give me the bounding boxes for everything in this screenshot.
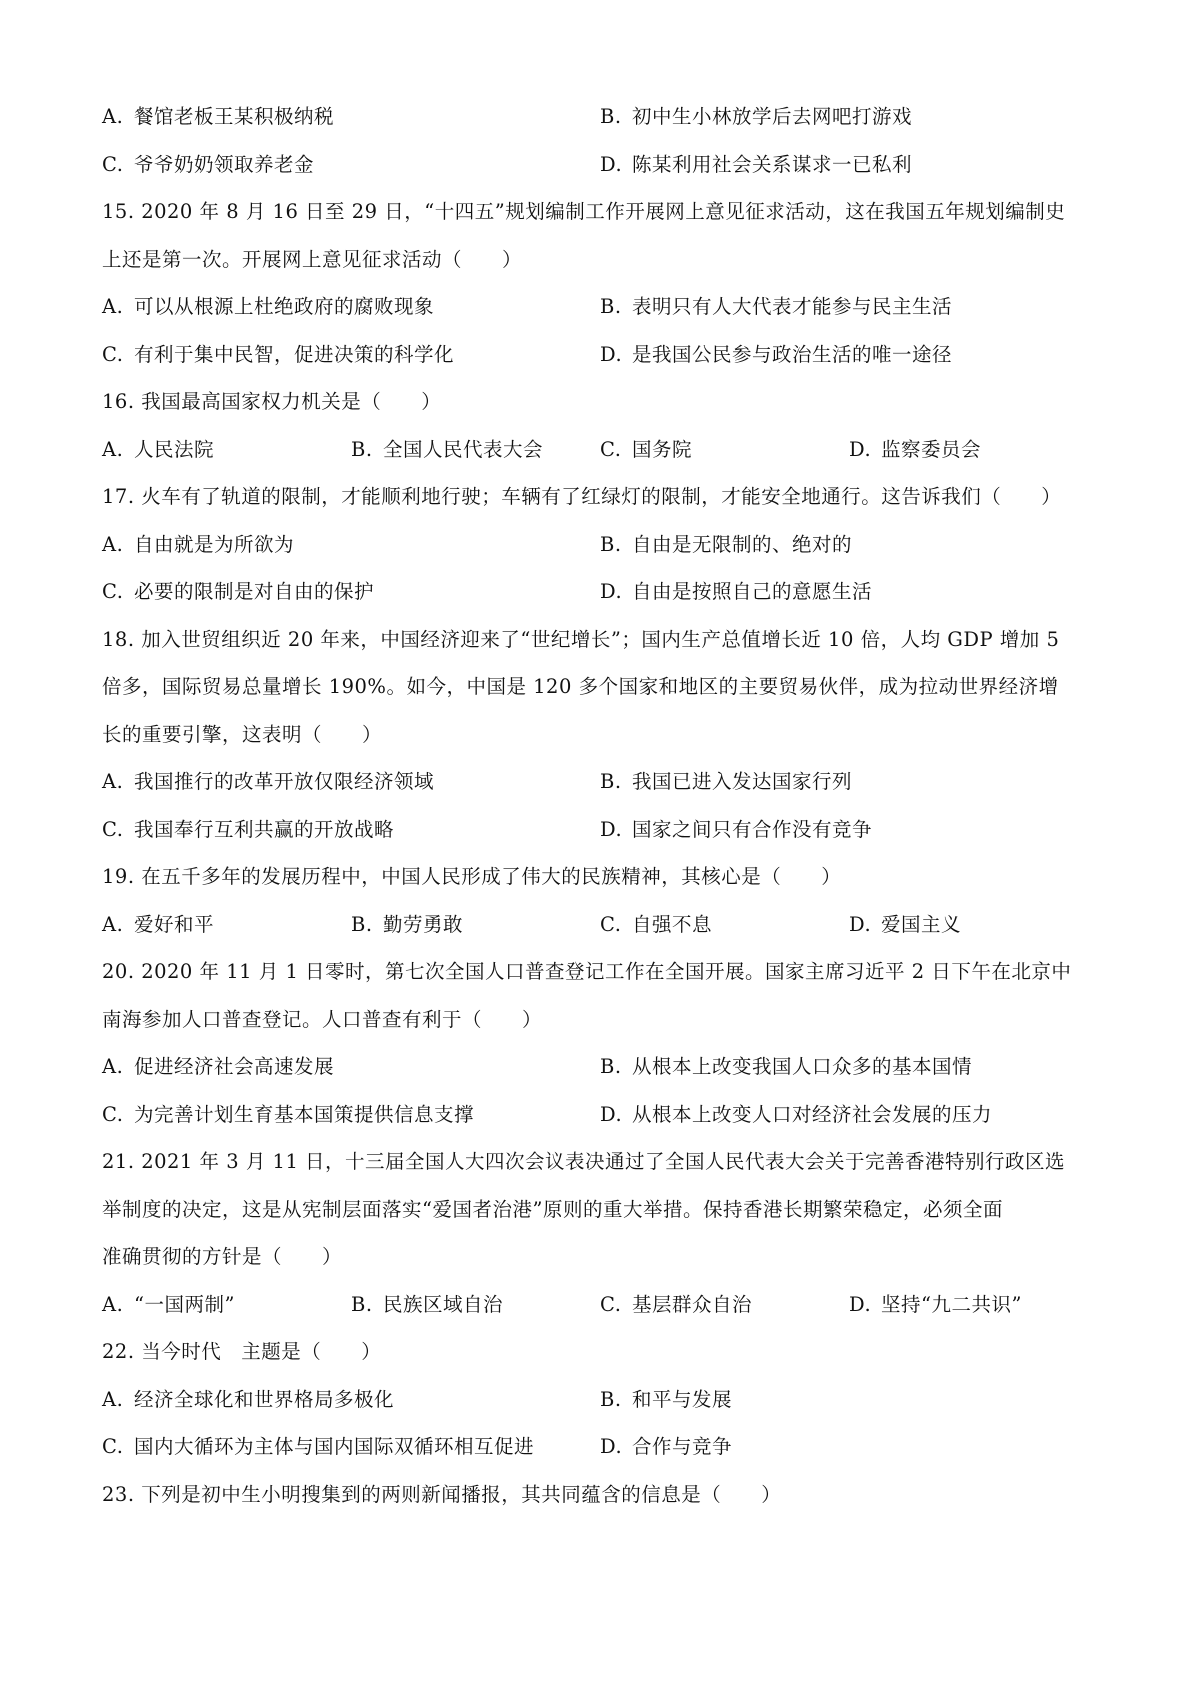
q15-option-c: C. 有利于集中民智，促进决策的科学化 [102,342,455,366]
q17-options-row-1 [102,521,1098,569]
q20-options-row-1 [102,1043,1098,1091]
q14-option-c: C. 爷爷奶奶领取养老金 [102,152,315,176]
q23-stem-line-1: 23. 下列是初中生小明搜集到的两则新闻播报，其共同蕴含的信息是（ ） [102,1482,782,1506]
q16-options-row [102,426,1098,474]
q16-option-b: B. 全国人民代表大会 [351,437,544,461]
q19-option-b: B. 勤劳勇敢 [351,912,464,936]
q17-option-d: D. 自由是按照自己的意愿生活 [600,580,873,603]
q20-option-a: A. 促进经济社会高速发展 [102,1055,335,1078]
q18-option-a: A. 我国推行的改革开放仅限经济领域 [102,770,435,793]
q20-option-d: D. 从根本上改变人口对经济社会发展的压力 [600,1102,993,1126]
q21-option-a: A. “一国两制” [102,1292,235,1316]
q22-option-d: D. 合作与竞争 [600,1435,733,1458]
q15-option-d: D. 是我国公民参与政治生活的唯一途径 [600,342,953,366]
q14-options-row-1 [102,93,1098,141]
q15-stem-line-1: 15. 2020 年 8 月 16 日至 29 日，“十四五”规划编制工作开展网上意见征求活动，这在我国五年规划编制史 [102,200,1066,223]
q15-option-b: B. 表明只有人大代表才能参与民主生活 [600,295,953,318]
q18-option-b: B. 我国已进入发达国家行列 [600,770,853,793]
q19-options-row [102,901,1098,949]
q17-stem-line-1: 17. 火车有了轨道的限制，才能顺利地行驶；车辆有了红绿灯的限制，才能安全地通行。这告诉我们（ ） [102,485,1062,508]
q22-option-b: B. 和平与发展 [600,1387,733,1411]
q17-option-a: A. 自由就是为所欲为 [102,532,295,556]
q16-option-d: D. 监察委员会 [849,437,982,461]
q18-option-c: C. 我国奉行互利共赢的开放战略 [102,817,395,841]
q21-stem-line-1: 21. 2021 年 3 月 11 日，十三届全国人大四次会议表决通过了全国人民代表大会关于完善香港特别行政区选 [102,1150,1066,1173]
q20-option-b: B. 从根本上改变我国人口众多的基本国情 [600,1055,973,1078]
q22-option-c: C. 国内大循环为主体与国内国际双循环相互促进 [102,1435,535,1458]
q20-option-c: C. 为完善计划生育基本国策提供信息支撑 [102,1102,475,1126]
q16-option-a: A. 人民法院 [102,437,215,461]
q18-stem-line-1: 18. 加入世贸组织近 20 年来，中国经济迎来了“世纪增长”；国内生产总值增长近 10 倍，人均 GDP 增加 5 [102,627,1060,651]
q21-option-c: C. 基层群众自治 [600,1292,753,1316]
q18-stem-line-3: 长的重要引擎，这表明（ ） [102,722,383,746]
q21-stem-line-2: 举制度的决定，这是从宪制层面落实“爱国者治港”原则的重大举措。保持香港长期繁荣稳定，必须全面 [102,1197,1003,1221]
q14-option-a: A. 餐馆老板王某积极纳税 [102,105,335,128]
q14-option-d: D. 陈某利用社会关系谋求一已私利 [600,152,913,176]
q17-options-row-2 [102,568,1098,616]
q15-option-a: A. 可以从根源上杜绝政府的腐败现象 [102,295,435,318]
q19-option-d: D. 爱国主义 [849,912,962,936]
q18-options-row-1 [102,758,1098,806]
q17-option-c: C. 必要的限制是对自由的保护 [102,580,375,603]
q22-options-row-2 [102,1423,1098,1471]
q20-options-row-2 [102,1091,1098,1139]
q14-option-b: B. 初中生小林放学后去网吧打游戏 [600,105,913,128]
q19-stem-line-1: 19. 在五千多年的发展历程中，中国人民形成了伟大的民族精神，其核心是（ ） [102,865,842,888]
q15-options-row-2 [102,331,1098,379]
q19-option-a: A. 爱好和平 [102,912,215,936]
q21-option-d: D. 坚持“九二共识” [849,1292,1022,1316]
q15-options-row-1 [102,283,1098,331]
q20-stem-line-2: 南海参加人口普查登记。人口普查有利于（ ） [102,1007,543,1031]
q15-stem-line-2: 上还是第一次。开展网上意见征求活动（ ） [102,247,523,271]
q18-option-d: D. 国家之间只有合作没有竞争 [600,817,873,841]
q20-stem-line-1: 20. 2020 年 11 月 1 日零时，第七次全国人口普查登记工作在全国开展。国家主席习近平 2 日下午在北京中 [102,960,1072,983]
q21-options-row [102,1281,1098,1329]
q17-option-b: B. 自由是无限制的、绝对的 [600,532,853,556]
q21-stem-line-3: 准确贯彻的方针是（ ） [102,1245,343,1268]
q22-stem-line-1: 22. 当今时代 主题是（ ） [102,1340,382,1363]
q18-options-row-2 [102,806,1098,854]
q22-option-a: A. 经济全球化和世界格局多极化 [102,1387,395,1411]
q16-option-c: C. 国务院 [600,437,693,461]
q16-stem-line-1: 16. 我国最高国家权力机关是（ ） [102,390,442,413]
q14-options-row-2 [102,141,1098,189]
q21-option-b: B. 民族区域自治 [351,1292,504,1316]
q22-options-row-1 [102,1376,1098,1424]
q19-option-c: C. 自强不息 [600,912,713,936]
q18-stem-line-2: 倍多，国际贸易总量增长 190%。如今，中国是 120 多个国家和地区的主要贸易伙伴，成为拉动世界经济增 [102,675,1059,698]
